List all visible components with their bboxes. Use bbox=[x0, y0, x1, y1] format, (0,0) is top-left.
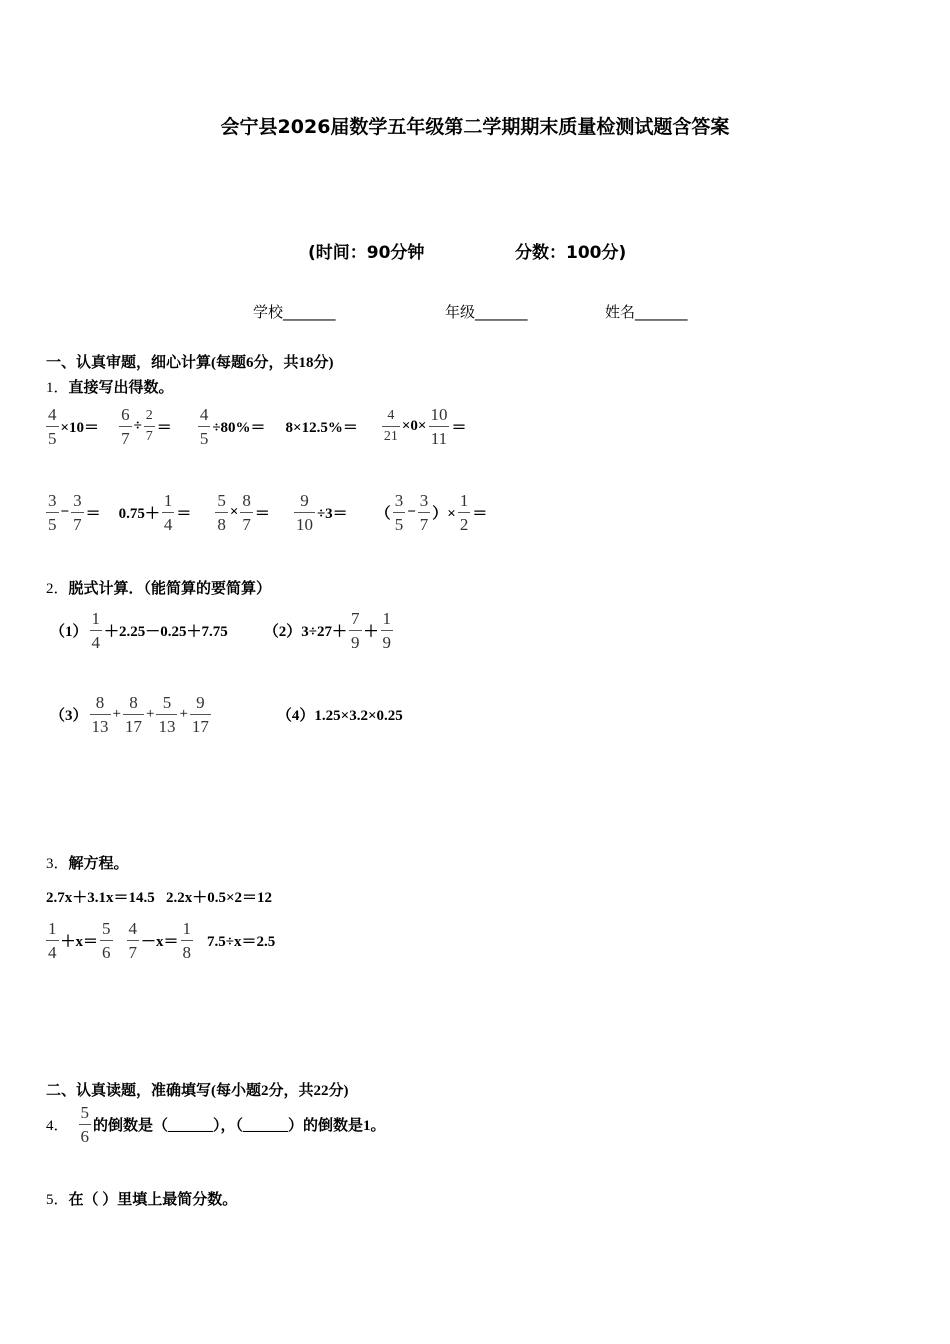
part-label: （3） bbox=[50, 708, 88, 724]
fraction: $\frac{5}{6}$ bbox=[102, 919, 111, 962]
section-2-heading: 二、认真读题，准确填写(每小题2分，共22分) bbox=[46, 1083, 349, 1099]
page-title: 会宁县2026届数学五年级第二学期期末质量检测试题含答案 bbox=[220, 116, 730, 138]
operator: ＝ bbox=[176, 506, 192, 522]
expression-text: ×0× bbox=[401, 418, 427, 434]
fraction: $\frac{7}{9}$ bbox=[351, 609, 360, 652]
operator: ＝ bbox=[451, 420, 467, 436]
question-number: 4． bbox=[46, 1118, 69, 1134]
grade-field: 年级_______ bbox=[445, 303, 528, 321]
fraction: $\frac{1}{4}$ bbox=[163, 491, 173, 534]
expression-text: 8×12.5%＝ bbox=[285, 420, 358, 436]
question-number: 5． bbox=[46, 1192, 69, 1208]
question-3 bbox=[46, 852, 129, 873]
q2-row-1 bbox=[50, 610, 395, 651]
fraction: $\frac{4}{5}$ bbox=[48, 405, 57, 448]
fraction: $\frac{1}{2}$ bbox=[459, 491, 469, 534]
operator: × bbox=[229, 504, 239, 520]
operator: ＝ bbox=[472, 506, 488, 522]
equation-line: 2.7x＋3.1x＝14.5 2.2x＋0.5×2＝12 bbox=[46, 890, 273, 906]
fraction: $\frac{1}{9}$ bbox=[382, 609, 392, 652]
operator: − bbox=[60, 504, 70, 520]
fraction: $\frac{10}{11}$ bbox=[430, 405, 448, 448]
expression-text: ＋x＝ bbox=[60, 934, 99, 950]
fraction: $\frac{6}{7}$ bbox=[121, 405, 130, 448]
fraction: $\frac{5}{6}$ bbox=[80, 1103, 90, 1146]
expression-text: ÷80%＝ bbox=[212, 420, 266, 436]
q1-row-2 bbox=[44, 492, 487, 533]
score-label: 分数：100分) bbox=[515, 243, 627, 263]
fraction: $\frac{1}{4}$ bbox=[48, 919, 57, 962]
operator: + bbox=[112, 706, 121, 722]
question-text: 的倒数是（______），（______）的倒数是1。 bbox=[93, 1118, 386, 1134]
question-text: 脱式计算．（能简算的要简算） bbox=[68, 581, 272, 597]
question-1 bbox=[46, 376, 174, 397]
time-label: (时间：90分钟 bbox=[308, 243, 425, 263]
bracket: （ bbox=[375, 506, 391, 522]
expression-text: 7.5÷x＝2.5 bbox=[207, 934, 276, 950]
operator: + bbox=[145, 706, 155, 722]
fraction: $\frac{1}{8}$ bbox=[182, 919, 192, 962]
fraction: $\frac{9}{17}$ bbox=[191, 693, 209, 736]
expression-text: （4）1.25×3.2×0.25 bbox=[276, 708, 403, 724]
question-2 bbox=[46, 577, 271, 598]
expression-text: 0.75＋ bbox=[118, 506, 160, 522]
fraction: $\frac{8}{17}$ bbox=[124, 693, 142, 736]
operator: ＝ bbox=[254, 506, 270, 522]
question-4 bbox=[46, 1104, 386, 1145]
fraction: $\frac{8}{13}$ bbox=[91, 693, 109, 736]
fraction: $\frac{8}{7}$ bbox=[242, 491, 251, 534]
operator: − bbox=[407, 504, 416, 520]
question-number: 3． bbox=[46, 856, 69, 872]
expression-text: －x＝ bbox=[141, 934, 179, 950]
expression-text: ÷3＝ bbox=[316, 506, 348, 522]
question-text: 直接写出得数。 bbox=[68, 380, 174, 396]
school-field: 学校_______ bbox=[253, 303, 336, 321]
fraction: $\frac{2}{7}$ bbox=[145, 408, 153, 444]
fraction: $\frac{9}{10}$ bbox=[295, 491, 313, 534]
expression-text: ×10＝ bbox=[60, 420, 100, 436]
fraction: $\frac{1}{4}$ bbox=[91, 609, 101, 652]
expression-text: ＋2.25－0.25＋7.75 bbox=[104, 624, 228, 640]
question-number: 1． bbox=[46, 380, 69, 396]
operator: ＝ bbox=[85, 506, 101, 522]
fraction: $\frac{3}{5}$ bbox=[48, 491, 57, 534]
part-label: （1） bbox=[50, 624, 88, 640]
fraction: $\frac{3}{7}$ bbox=[73, 491, 82, 534]
operator: ＋ bbox=[363, 624, 379, 640]
question-text: 解方程。 bbox=[68, 856, 129, 872]
fraction: $\frac{5}{8}$ bbox=[217, 491, 226, 534]
fraction: $\frac{3}{7}$ bbox=[419, 491, 429, 534]
operator: + bbox=[179, 706, 188, 722]
question-text: 在（ ）里填上最简分数。 bbox=[68, 1192, 238, 1208]
operator: ＝ bbox=[156, 420, 172, 436]
fraction: $\frac{3}{5}$ bbox=[394, 491, 404, 534]
question-number: 2． bbox=[46, 581, 69, 597]
question-5 bbox=[46, 1188, 237, 1209]
fraction: $\frac{4}{5}$ bbox=[199, 405, 209, 448]
expression-text: ）× bbox=[432, 506, 456, 522]
q2-row-2 bbox=[50, 694, 403, 735]
part-label: （2）3÷27＋ bbox=[263, 624, 348, 640]
q1-row-1 bbox=[44, 406, 466, 447]
section-1-heading: 一、认真审题，细心计算(每题6分，共18分) bbox=[46, 355, 334, 371]
operator: ÷ bbox=[133, 418, 142, 434]
name-field: 姓名_______ bbox=[605, 303, 688, 321]
fraction: $\frac{5}{13}$ bbox=[158, 693, 176, 736]
q3-row-2 bbox=[44, 920, 275, 961]
fraction: $\frac{4}{21}$ bbox=[383, 408, 398, 444]
fraction: $\frac{4}{7}$ bbox=[128, 919, 138, 962]
